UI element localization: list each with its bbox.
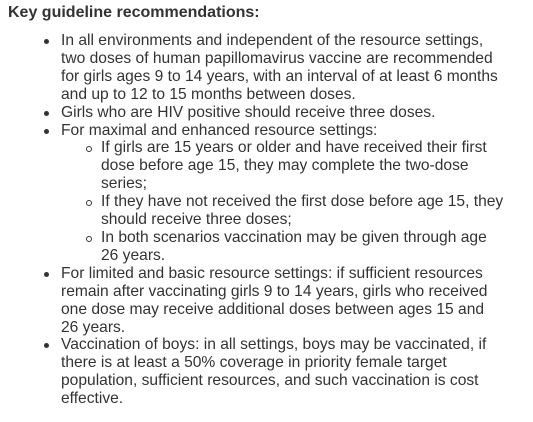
nested-list-item-text: In both scenarios vaccination may be given through age 26 years.: [101, 228, 487, 264]
bullet-icon: [44, 129, 49, 134]
list-item: [34, 32, 504, 104]
list-item-text: For maximal and enhanced resource settings:: [61, 121, 378, 139]
hollow-bullet-icon: [86, 236, 92, 242]
bullet-icon: [44, 343, 49, 348]
hollow-bullet-icon: [86, 146, 92, 152]
list-item: [34, 336, 504, 408]
list-item: [34, 104, 504, 122]
list-item-text: In all environments and independent of the resource settings, two doses of human papillomavirus vaccine are recommended for girls ages 9 to 14 years, with an interval of at least 6 months and up to 12 to 15 months between doses.: [61, 32, 498, 103]
bullet-icon: [44, 111, 49, 116]
hollow-bullet-icon: [86, 200, 92, 206]
nested-list-item: [82, 193, 504, 229]
nested-list-item: [82, 139, 504, 193]
nested-list-item-text: If they have not received the first dose before age 15, they should receive three doses;: [101, 193, 504, 229]
list-item: [34, 122, 504, 265]
section-heading: Key guideline recommendations:: [8, 4, 260, 21]
recommendations-list: [34, 32, 504, 408]
nested-list: [61, 139, 504, 264]
bullet-icon: [44, 39, 49, 44]
list-item-text: Girls who are HIV positive should receive three doses.: [61, 103, 436, 121]
list-item: [34, 265, 504, 337]
nested-list-item-text: If girls are 15 years or older and have received their first dose before age 15, they may complete the two-dose series;: [101, 139, 487, 193]
list-item-text: Vaccination of boys: in all settings, boys may be vaccinated, if there is at least a 50% coverage in priority female target population, sufficient resources, and such vaccination is cost effective.: [61, 336, 487, 408]
bullet-icon: [44, 272, 49, 277]
list-item-text: For limited and basic resource settings: if sufficient resources remain after vaccinating girls 9 to 14 years, girls who received one dose may receive additional doses between ages 15 and 26 years.: [61, 264, 488, 336]
nested-list-item: [82, 229, 504, 265]
